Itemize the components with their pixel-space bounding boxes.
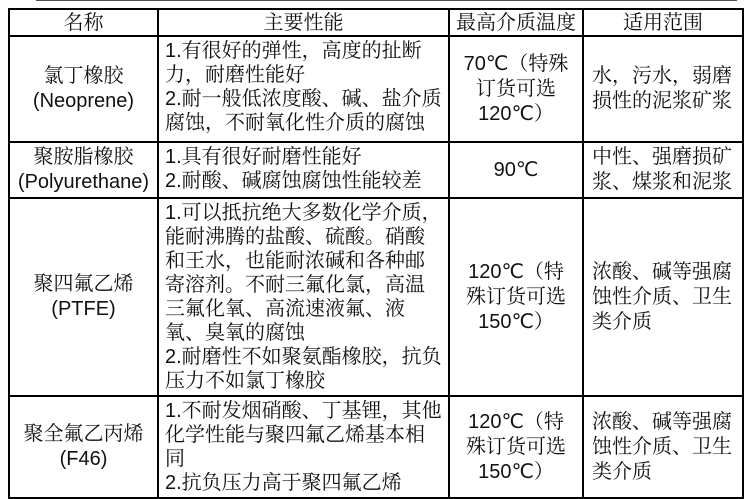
material-name-cn: 聚四氟乙烯 bbox=[33, 273, 134, 295]
max-temperature-cell: 70℃（特殊订货可选120℃） bbox=[449, 36, 583, 142]
table-header-row bbox=[9, 9, 743, 36]
cropped-content-edge-line bbox=[36, 0, 737, 1]
material-name-en: (F46) bbox=[59, 448, 108, 470]
application-range-cell: 浓酸、碱等强腐蚀性介质、卫生类介质 bbox=[583, 396, 743, 498]
max-temperature-cell: 120℃（特殊订货可选150℃） bbox=[449, 396, 583, 498]
performance-item: 2.耐磨性不如聚氨酯橡胶，抗负压力不如氯丁橡胶 bbox=[165, 346, 442, 392]
material-name-cell bbox=[9, 198, 158, 396]
column-header-main-performance: 主要性能 bbox=[158, 9, 449, 36]
material-name-cell bbox=[9, 142, 158, 198]
main-performance-cell bbox=[158, 36, 449, 142]
column-header-application-range: 适用范围 bbox=[583, 9, 743, 36]
column-header-name: 名称 bbox=[9, 9, 158, 36]
material-name-en: (Neoprene) bbox=[32, 90, 135, 112]
application-range-cell: 水，污水，弱磨损性的泥浆矿浆 bbox=[583, 36, 743, 142]
application-range-cell: 中性、强磨损矿浆、煤浆和泥浆 bbox=[583, 142, 743, 198]
material-name-en: (PTFE) bbox=[51, 298, 116, 320]
material-name-en: (Polyurethane) bbox=[17, 171, 150, 193]
performance-item: 2.耐酸、碱腐蚀腐蚀性能较差 bbox=[165, 170, 422, 192]
performance-item: 1.可以抵抗绝大多数化学介质，能耐沸腾的盐酸、硫酸。硝酸和王水，也能耐浓碱和各种邮寄溶剂。不耐三氟化氯，高温三氟化氧、高流速液氟、液氧、臭氧的腐蚀 bbox=[165, 202, 442, 344]
table-row-ptfe bbox=[9, 198, 743, 396]
performance-item: 1.具有很好耐磨性能好 bbox=[165, 146, 362, 168]
lining-material-spec-table bbox=[8, 8, 744, 499]
material-name-cn: 氯丁橡胶 bbox=[43, 65, 124, 87]
material-name-cell bbox=[9, 36, 158, 142]
max-temperature-cell: 90℃ bbox=[449, 142, 583, 198]
max-temperature-cell: 120℃（特殊订货可选150℃） bbox=[449, 198, 583, 396]
material-name-cn: 聚全氟乙丙烯 bbox=[23, 423, 144, 445]
performance-item: 1.有很好的弹性，高度的扯断力，耐磨性能好 bbox=[165, 40, 422, 86]
performance-item: 1.不耐发烟硝酸、丁基锂，其他化学性能与聚四氟乙烯基本相同 bbox=[165, 400, 442, 470]
main-performance-cell bbox=[158, 198, 449, 396]
performance-item: 2.抗负压力高于聚四氟乙烯 bbox=[165, 472, 402, 494]
table-row-polyurethane bbox=[9, 142, 743, 198]
material-name-cn: 聚胺脂橡胶 bbox=[33, 146, 134, 168]
main-performance-cell bbox=[158, 142, 449, 198]
performance-item: 2.耐一般低浓度酸、碱、盐介质腐蚀，不耐氧化性介质的腐蚀 bbox=[165, 88, 442, 134]
table-row-neoprene bbox=[9, 36, 743, 142]
application-range-cell: 浓酸、碱等强腐蚀性介质、卫生类介质 bbox=[583, 198, 743, 396]
column-header-max-medium-temperature: 最高介质温度 bbox=[449, 9, 583, 36]
